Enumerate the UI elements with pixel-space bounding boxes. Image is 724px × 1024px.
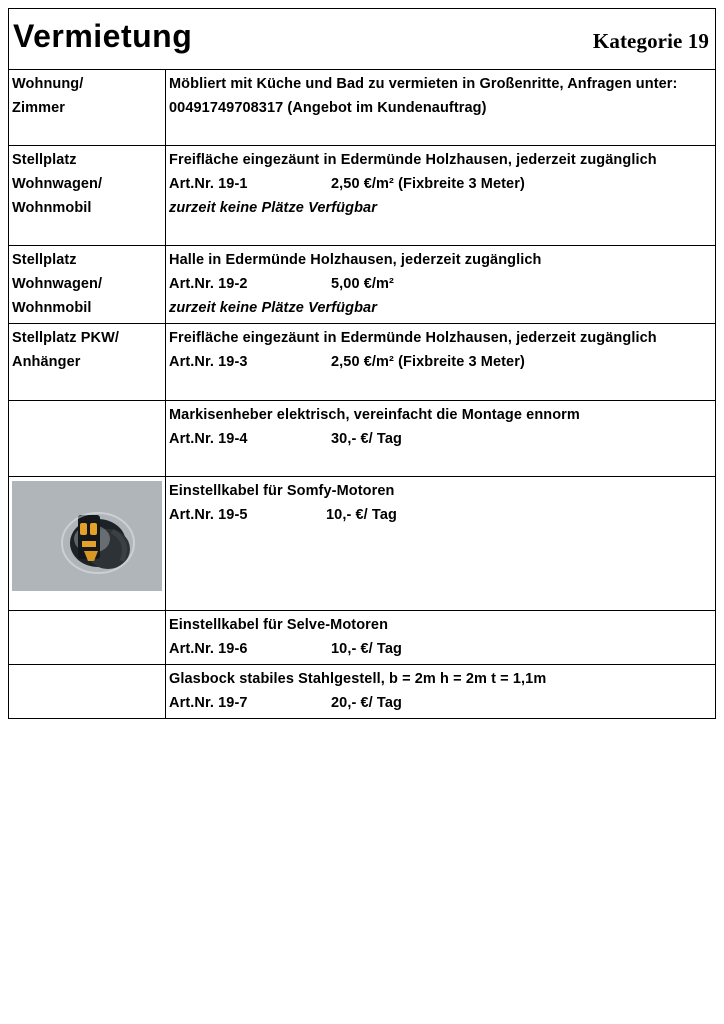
table-row <box>9 70 716 146</box>
price: 30,- €/ Tag <box>331 431 402 447</box>
table-row <box>9 477 716 611</box>
article-number: Art.Nr. 19-7 <box>169 695 248 711</box>
row-description: Möbliert mit Küche und Bad zu vermieten in Großenritte, Anfragen unter: 00491749708317 (Angebot im Kundenauftrag) <box>166 70 716 146</box>
rental-table <box>8 8 716 719</box>
row-label: Stellplatz PKW/ Anhänger <box>9 324 166 401</box>
row-description: Freifläche eingezäunt in Edermünde Holzhausen, jederzeit zugänglich Art.Nr. 19-1 2,50 €/m² (Fixbreite 3 Meter) zurzeit keine Plätze Verfügbar <box>166 146 716 246</box>
table-row <box>9 146 716 246</box>
header-row <box>9 9 716 70</box>
price: 10,- €/ Tag <box>326 507 397 523</box>
article-number: Art.Nr. 19-6 <box>169 641 248 657</box>
availability-note: zurzeit keine Plätze Verfügbar <box>169 300 377 316</box>
article-number: Art.Nr. 19-4 <box>169 431 248 447</box>
row-label <box>9 401 166 477</box>
setting-cable-photo <box>12 481 162 591</box>
table-row <box>9 611 716 665</box>
row-description: Einstellkabel für Somfy-Motoren Art.Nr. 19-5 10,- €/ Tag <box>166 477 716 611</box>
article-number: Art.Nr. 19-1 <box>169 176 248 192</box>
row-description: Glasbock stabiles Stahlgestell, b = 2m h = 2m t = 1,1m Art.Nr. 19-7 20,- €/ Tag <box>166 665 716 719</box>
article-number: Art.Nr. 19-5 <box>169 507 248 523</box>
row-label <box>9 665 166 719</box>
article-number: Art.Nr. 19-2 <box>169 276 248 292</box>
price: 2,50 €/m² (Fixbreite 3 Meter) <box>331 176 525 192</box>
table-row <box>9 401 716 477</box>
table-row <box>9 665 716 719</box>
row-description: Halle in Edermünde Holzhausen, jederzeit zugänglich Art.Nr. 19-2 5,00 €/m² zurzeit keine Plätze Verfügbar <box>166 246 716 324</box>
availability-note: zurzeit keine Plätze Verfügbar <box>169 200 377 216</box>
article-number: Art.Nr. 19-3 <box>169 354 248 370</box>
page-title: Vermietung <box>13 18 193 54</box>
price: 20,- €/ Tag <box>331 695 402 711</box>
row-label <box>9 611 166 665</box>
row-description: Markisenheber elektrisch, vereinfacht die Montage ennorm Art.Nr. 19-4 30,- €/ Tag <box>166 401 716 477</box>
price: 10,- €/ Tag <box>331 641 402 657</box>
row-label: Stellplatz Wohnwagen/ Wohnmobil <box>9 246 166 324</box>
row-description: Freifläche eingezäunt in Edermünde Holzhausen, jederzeit zugänglich Art.Nr. 19-3 2,50 €/m² (Fixbreite 3 Meter) <box>166 324 716 401</box>
row-description: Einstellkabel für Selve-Motoren Art.Nr. 19-6 10,- €/ Tag <box>166 611 716 665</box>
price: 2,50 €/m² (Fixbreite 3 Meter) <box>331 354 525 370</box>
table-row <box>9 246 716 324</box>
price: 5,00 €/m² <box>331 276 394 292</box>
category-label: Kategorie 19 <box>592 28 709 53</box>
row-image-cell <box>9 477 166 611</box>
row-label: Stellplatz Wohnwagen/ Wohnmobil <box>9 146 166 246</box>
table-row <box>9 324 716 401</box>
row-label: Wohnung/ Zimmer <box>9 70 166 146</box>
